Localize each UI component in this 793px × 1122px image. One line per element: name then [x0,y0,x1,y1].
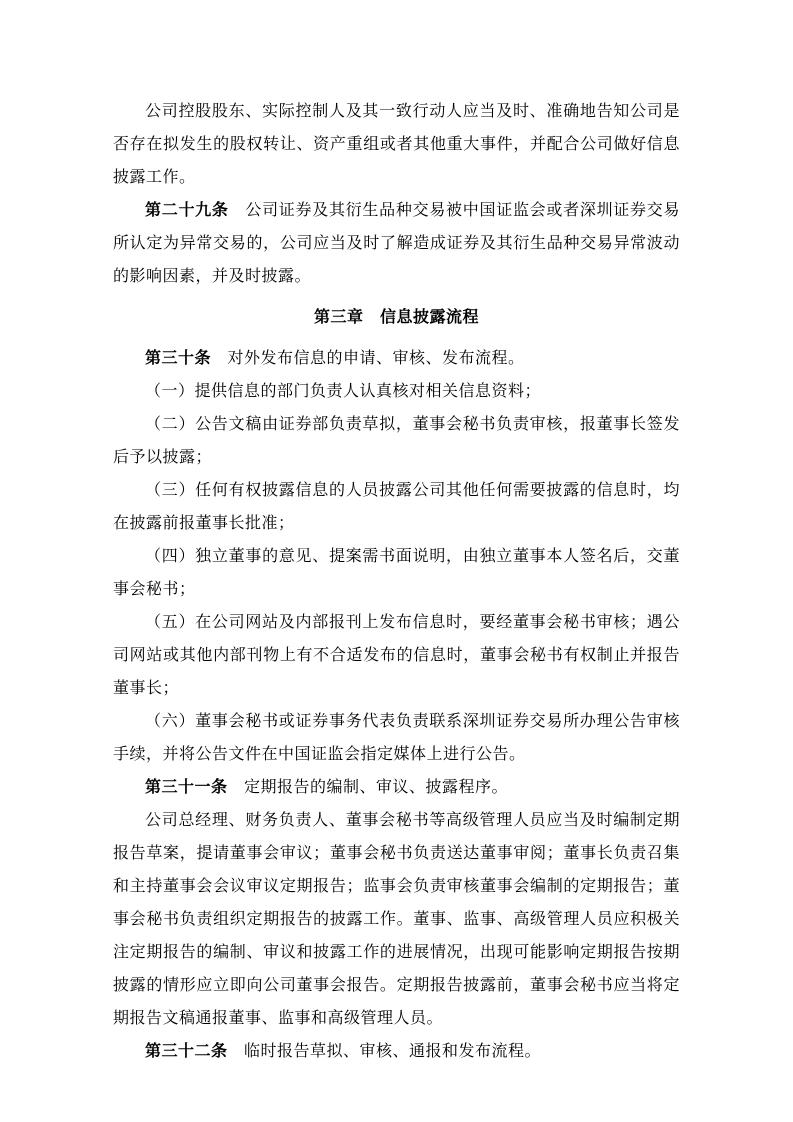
paragraph [113,194,680,293]
paragraph: （四）独立董事的意见、提案需书面说明，由独立董事本人签名后，交董事会秘书； [113,548,680,598]
paragraph: 公司总经理、财务负责人、董事会秘书等高级管理人员应当及时编制定期报告草案，提请董事会审议；董事会秘书负责送达董事审阅；董事长负责召集和主持董事会会议审议定期报告；监事会负责审核董事会编制的定期报告；董事会秘书负责组织定期报告的披露工作。董事、监事、高级管理人员应积极关注定期报告的编制、审议和披露工作的进展情况，出现可能影响定期报告按期披露的情形应立即向公司董事会报告。定期报告披露前，董事会秘书应当将定期报告文稿通报董事、监事和高级管理人员。 [113,812,680,1027]
article-number: 第二十九条 [145,202,229,219]
paragraph: （三）任何有权披露信息的人员披露公司其他任何需要披露的信息时，均在披露前报董事长批准； [113,482,680,532]
paragraph-text: 临时报告草拟、审核、通报和发布流程。 [244,1043,542,1060]
article-number: 第三十一条 [145,779,228,796]
paragraph [113,1035,680,1068]
paragraph: （六）董事会秘书或证券事务代表负责联系深圳证券交易所办理公告审核手续，并将公告文件在中国证监会指定媒体上进行公告。 [113,713,680,763]
paragraph-text: 公司证券及其衍生品种交易被中国证监会或者深圳证券交易所认定为异常交易的，公司应当及时了解造成证券及其衍生品种交易异常波动的影响因素，并及时披露。 [113,202,680,285]
paragraph-text: 对外发布信息的申请、审核、发布流程。 [227,350,525,367]
paragraph: （二）公告文稿由证券部负责草拟，董事会秘书负责审核，报董事长签发后予以披露； [113,416,680,466]
paragraph [113,342,680,375]
document-content [113,95,680,1068]
paragraph: 公司控股股东、实际控制人及其一致行动人应当及时、准确地告知公司是否存在拟发生的股权转让、资产重组或者其他重大事件，并配合公司做好信息披露工作。 [113,103,680,186]
paragraph-text: 定期报告的编制、审议、披露程序。 [244,779,509,796]
paragraph [113,771,680,804]
paragraph: （五）在公司网站及内部报刊上发布信息时，要经董事会秘书审核；遇公司网站或其他内部刊物上有不合适发布的信息时，董事会秘书有权制止并报告董事长； [113,614,680,697]
article-number: 第三十二条 [145,1043,228,1060]
chapter-heading: 第三章 信息披露流程 [313,309,479,326]
paragraph: （一）提供信息的部门负责人认真核对相关信息资料； [145,383,542,400]
article-number: 第三十条 [145,350,212,367]
